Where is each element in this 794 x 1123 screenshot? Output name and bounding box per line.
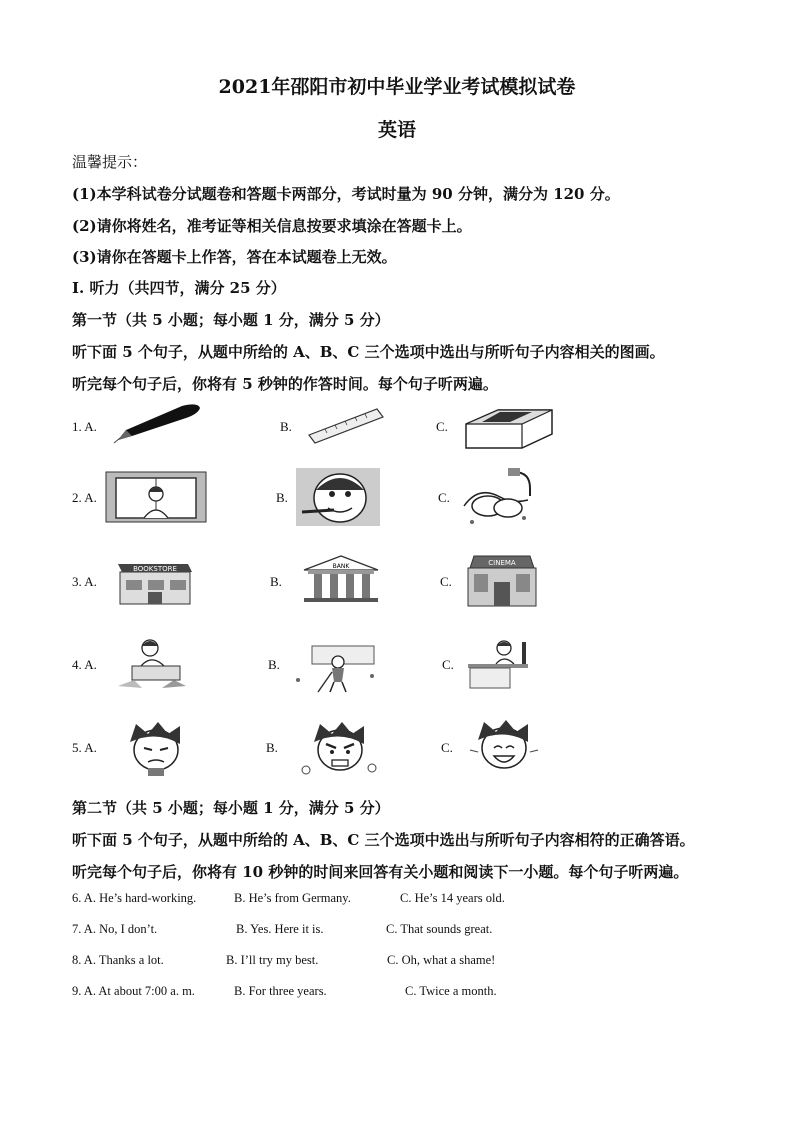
- tips-heading: 温馨提示：: [72, 153, 148, 171]
- messy-desk-boy-picture[interactable]: [112, 636, 192, 690]
- question-9-option-b[interactable]: B. For three years.: [234, 984, 327, 998]
- question-7-option-c[interactable]: C. That sounds great.: [386, 922, 493, 936]
- exam-title: 2021年邵阳市初中毕业学业考试模拟试卷: [218, 76, 576, 98]
- bank-sign: BANK: [332, 563, 350, 570]
- section2-instruction-1: 听下面 5 个句子，从题中所给的 A、B、C 三个选项中选出与所听句子内容相符的正确答语。: [72, 831, 695, 849]
- sad-boy-picture[interactable]: [114, 720, 196, 776]
- part1-heading: I. 听力（共四节，满分 25 分）: [72, 279, 286, 297]
- question-2-option-c-label: C.: [438, 490, 450, 505]
- question-6-option-c[interactable]: C. He’s 14 years old.: [400, 891, 505, 905]
- bookstore-sign: BOOKSTORE: [133, 565, 177, 573]
- question-9-option-c[interactable]: C. Twice a month.: [405, 984, 497, 998]
- sweeping-boy-picture[interactable]: [290, 644, 382, 694]
- question-8-option-c[interactable]: C. Oh, what a shame!: [387, 953, 496, 967]
- ruler-picture[interactable]: [305, 405, 385, 445]
- question-5-option-b-label: B.: [266, 740, 278, 755]
- question-3-option-b-label: B.: [270, 574, 282, 589]
- tip-item-1: (1)本学科试卷分试题卷和答题卡两部分，考试时量为 90 分钟，满分为 120 分。: [72, 185, 620, 203]
- question-2-label: 2. A.: [72, 490, 97, 505]
- question-4-option-c-label: C.: [442, 657, 454, 672]
- question-1-label: 1. A.: [72, 419, 97, 434]
- section2-instruction-2: 听完每个句子后，你将有 10 秒钟的时间来回答有关小题和阅读下一小题。每个句子听两遍。: [72, 863, 689, 881]
- question-4-option-b-label: B.: [268, 657, 280, 672]
- question-7-option-a[interactable]: 7. A. No, I don’t.: [72, 922, 158, 936]
- question-7-option-b[interactable]: B. Yes. Here it is.: [236, 922, 324, 936]
- question-5-label: 5. A.: [72, 740, 97, 755]
- cinema-picture[interactable]: [464, 552, 540, 608]
- section1-instruction-2: 听完每个句子后，你将有 5 秒钟的作答时间。每个句子听两遍。: [72, 375, 498, 393]
- brushing-teeth-picture[interactable]: [294, 466, 382, 528]
- bookstore-picture[interactable]: [116, 556, 194, 606]
- washing-hands-picture[interactable]: [458, 466, 540, 528]
- question-1-option-b-label: B.: [280, 419, 292, 434]
- window-boy-picture[interactable]: [104, 470, 208, 524]
- tip-item-3: (3)请你在答题卡上作答，答在本试题卷上无效。: [72, 248, 397, 266]
- question-4-label: 4. A.: [72, 657, 97, 672]
- happy-boy-picture[interactable]: [466, 718, 542, 774]
- question-8-option-b[interactable]: B. I’ll try my best.: [226, 953, 319, 967]
- bank-picture[interactable]: [300, 554, 382, 604]
- question-3-option-c-label: C.: [440, 574, 452, 589]
- question-8-option-a[interactable]: 8. A. Thanks a lot.: [72, 953, 164, 967]
- question-2-option-b-label: B.: [276, 490, 288, 505]
- question-9-option-a[interactable]: 9. A. At about 7:00 a. m.: [72, 984, 195, 998]
- tip-item-2: (2)请你将姓名，准考证等相关信息按要求填涂在答题卡上。: [72, 217, 472, 235]
- question-6-option-a[interactable]: 6. A. He’s hard-working.: [72, 891, 197, 905]
- question-3-label: 3. A.: [72, 574, 97, 589]
- question-5-option-c-label: C.: [441, 740, 453, 755]
- angry-boy-picture[interactable]: [298, 720, 380, 778]
- cinema-sign: CINEMA: [488, 559, 516, 567]
- question-1-option-c-label: C.: [436, 419, 448, 434]
- studying-boy-picture[interactable]: [464, 636, 536, 690]
- pen-picture[interactable]: [112, 400, 204, 444]
- exam-subject: 英语: [377, 119, 416, 141]
- question-6-option-b[interactable]: B. He’s from Germany.: [234, 891, 351, 905]
- eraser-picture[interactable]: [462, 404, 556, 450]
- section2-heading: 第二节（共 5 小题；每小题 1 分，满分 5 分）: [72, 799, 390, 817]
- section1-heading: 第一节（共 5 小题；每小题 1 分，满分 5 分）: [72, 311, 390, 329]
- section1-instruction-1: 听下面 5 个句子，从题中所给的 A、B、C 三个选项中选出与所听句子内容相关的图画。: [72, 343, 665, 361]
